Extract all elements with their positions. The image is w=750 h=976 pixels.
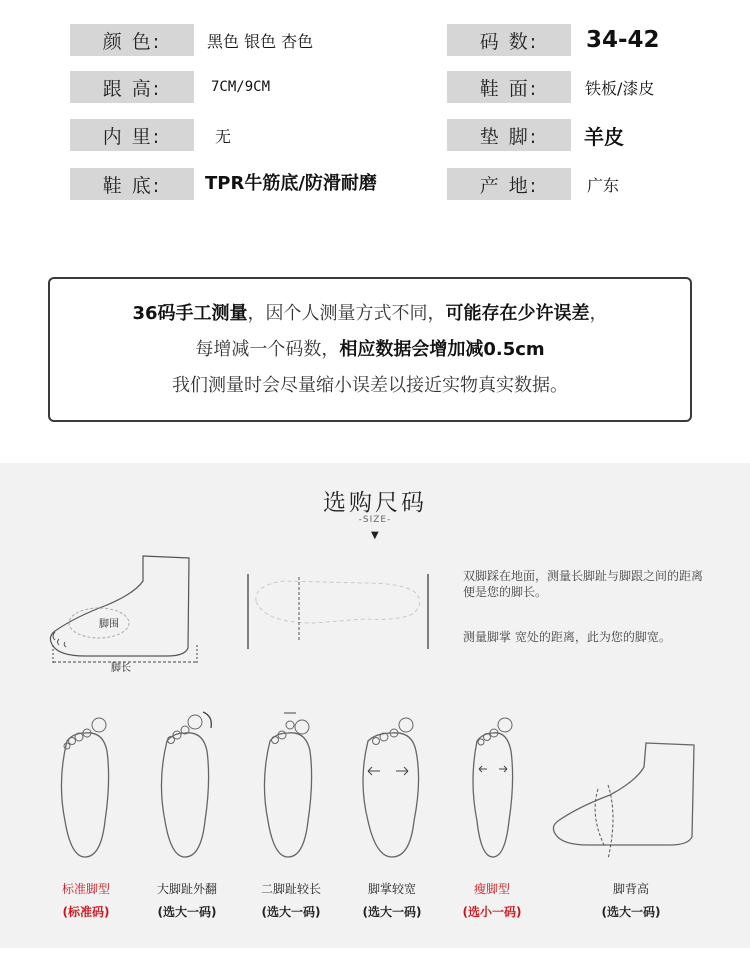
- foot-type-caption-high-instep: [576, 880, 686, 920]
- foot-type-name: 脚背高: [612, 882, 649, 896]
- heel-value: 7CM/9CM: [211, 79, 271, 95]
- foot-standard-icon: [55, 711, 115, 861]
- foot-type-recommendation: (选大一码): [157, 905, 217, 919]
- upper-label: 鞋 面:: [447, 71, 571, 103]
- upper-value: 铁板/漆皮: [585, 78, 655, 98]
- foot-type-recommendation: (选小一码): [462, 905, 522, 919]
- color-value: 黑色 银色 杏色: [207, 31, 314, 51]
- foot-width-hint: 测量脚掌 宽处的距离，此为您的脚宽。: [463, 630, 671, 644]
- foot-length-hint: 双脚踩在地面，测量长脚趾与脚跟之间的距离便是您的脚长。: [463, 569, 704, 599]
- sole-label: 鞋 底:: [70, 168, 194, 200]
- foot-type-name: 标准脚型: [61, 882, 110, 896]
- notice-line-1-bold-a: 36码手工测量: [132, 302, 248, 324]
- foot-bunion-icon: [155, 708, 220, 861]
- foot-type-caption-narrow: [437, 880, 547, 920]
- foot-type-caption-long-second-toe: [236, 880, 346, 920]
- foot-high-instep-icon: [548, 741, 698, 865]
- notice-line-1-bold-c: 可能存在少许误差: [445, 302, 590, 324]
- notice-line-2-text-a: 每增减一个码数，: [195, 338, 340, 360]
- size-guide-subtitle: -SIZE-: [358, 515, 392, 525]
- foot-type-caption-wide: [337, 880, 447, 920]
- foot-side-view-illustration: [45, 553, 210, 673]
- lining-value: 无: [215, 126, 232, 146]
- heel-label: 跟 高:: [70, 71, 194, 103]
- foot-type-name: 二脚趾较长: [260, 882, 321, 896]
- size-guide-title: 选购尺码: [323, 490, 427, 516]
- foot-type-name: 脚掌较宽: [367, 882, 416, 896]
- foot-type-recommendation: (选大一码): [261, 905, 321, 919]
- insole-label: 垫 脚:: [447, 119, 571, 151]
- size-guide-panel: [0, 463, 750, 948]
- notice-line-3: 我们测量时会尽量缩小误差以接近实物真实数据。: [172, 374, 568, 396]
- girth-label: 脚围: [99, 619, 119, 630]
- notice-line-1: [132, 296, 607, 332]
- foot-type-name: 瘦脚型: [473, 882, 510, 896]
- notice-line-1-text-d: ，: [589, 302, 608, 324]
- size-label: 码 数:: [447, 24, 571, 56]
- lining-label: 内 里:: [70, 119, 194, 151]
- foot-type-caption-standard: [31, 880, 141, 920]
- foot-type-recommendation: (标准码): [62, 905, 110, 919]
- foot-top-view-illustration: [244, 571, 434, 651]
- foot-narrow-icon: [463, 711, 523, 861]
- origin-label: 产 地:: [447, 168, 571, 200]
- notice-line-1-text-b: ，因个人测量方式不同，: [247, 302, 446, 324]
- foot-type-caption-bunion: [132, 880, 242, 920]
- notice-line-2-bold-b: 相应数据会增加减0.5cm: [339, 338, 545, 360]
- foot-type-name: 大脚趾外翻: [156, 882, 217, 896]
- foot-type-recommendation: (选大一码): [601, 905, 661, 919]
- foot-wide-icon: [358, 711, 428, 861]
- size-value: 34-42: [586, 27, 660, 53]
- notice-line-2: [195, 332, 544, 368]
- insole-value: 羊皮: [584, 124, 624, 149]
- down-arrow-icon: ▼: [371, 530, 379, 541]
- sole-value: TPR牛筋底/防滑耐磨: [205, 173, 377, 194]
- color-label: 颜 色:: [70, 24, 194, 56]
- origin-value: 广东: [587, 175, 620, 195]
- length-label: 脚长: [111, 663, 131, 674]
- measurement-notice: [48, 277, 692, 422]
- foot-long-second-toe-icon: [258, 711, 323, 861]
- foot-type-recommendation: (选大一码): [362, 905, 422, 919]
